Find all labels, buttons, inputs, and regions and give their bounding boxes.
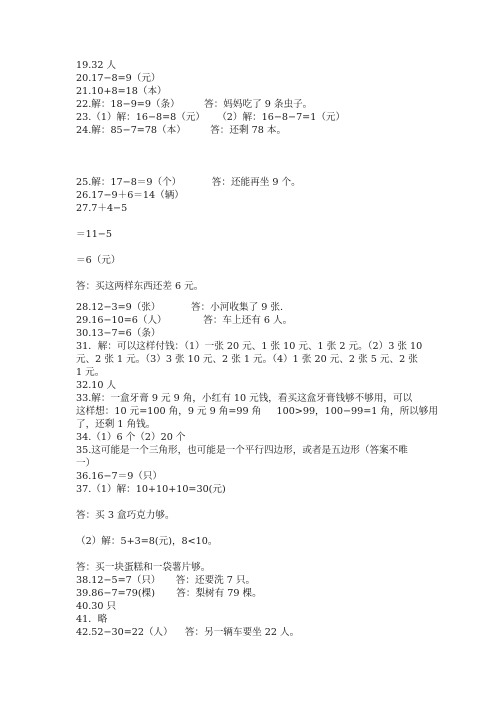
answer-line: 了，还剩 1 角钱。 (76, 419, 156, 430)
answer-line: 31．解：可以这样付钱：（1）一张 20 元、1 张 10 元、1 张 2 元。（2）3 张 10 (76, 341, 423, 352)
answer-line: 42.52−30=22（人） 答：另一辆车要坐 22 人。 (76, 627, 300, 638)
answer-line: 20.17−8=9（元） (76, 73, 161, 84)
answer-line: 答：买 3 盒巧克力够。 (76, 510, 175, 521)
answer-line: 21.10+8=18（本） (76, 86, 167, 97)
answer-line: 23.（1）解：16−8=8（元） （2）解：16−8−7=1（元） (76, 112, 346, 123)
answer-line: ＝6（元） (76, 255, 121, 266)
answer-line: 35.这可能是一个三角形，也可能是一个平行四边形，或者是五边形（答案不唯 (76, 445, 408, 456)
answer-line: 一） (76, 458, 96, 469)
answer-line: 24.解：85−7=78（本） 答：还剩 78 本。 (76, 125, 287, 136)
answer-line: （2）解：5+3=8(元)，8<10。 (76, 536, 218, 547)
answer-line: 22.解：18−9=9（条） 答：妈妈吃了 9 条虫子。 (76, 99, 313, 110)
answer-line: 38.12−5=7（只） 答：还要洗 7 只。 (76, 575, 256, 586)
answer-line: 28.12−3=9（张） 答：小河收集了 9 张. (76, 302, 284, 313)
answer-line: 19.32 人 (76, 60, 117, 71)
answer-line: 32.10 人 (76, 380, 117, 391)
answer-line: 36.16−7＝9（只） (76, 471, 163, 482)
answer-line: 34.（1）6 个（2）20 个 (76, 432, 186, 443)
answer-line: ＝11−5 (76, 229, 112, 240)
answer-line: 26.17−9＋6＝14（辆） (76, 190, 184, 201)
answer-line: 39.86−7=79(棵) 答：梨树有 79 棵。 (76, 588, 262, 599)
answer-line: 37.（1）解：10+10+10=30(元) (76, 484, 226, 495)
answer-line: 元、2 张 1 元。（3）3 张 10 元、2 张 1 元。（4）1 张 20 元、2 张 5 元、2 张 (76, 354, 418, 365)
answer-line: 1 元。 (76, 367, 105, 378)
answer-line: 41．略 (76, 614, 108, 625)
answer-line: 答：买一块蛋糕和一袋薯片够。 (76, 562, 211, 573)
answer-line: 29.16−10=6（人） 答：车上还有 6 人。 (76, 315, 293, 326)
answer-line: 这样想：10 元=100 角，9 元 9 角=99 角 100>99，100−99=1 角，所以够用 (76, 406, 438, 417)
answer-line: 33.解：一盒牙膏 9 元 9 角，小红有 10 元钱，看买这盒牙膏钱够不够用，可以 (76, 393, 413, 404)
answer-line: 30.13−7=6（条） (76, 328, 161, 339)
answer-line: 27.7＋4−5 (76, 203, 128, 214)
answer-line: 40.30 只 (76, 601, 117, 612)
answer-line: 答：买这两样东西还差 6 元。 (76, 281, 204, 292)
answer-line: 25.解：17−8＝9（个） 答：还能再坐 9 个。 (76, 177, 301, 188)
